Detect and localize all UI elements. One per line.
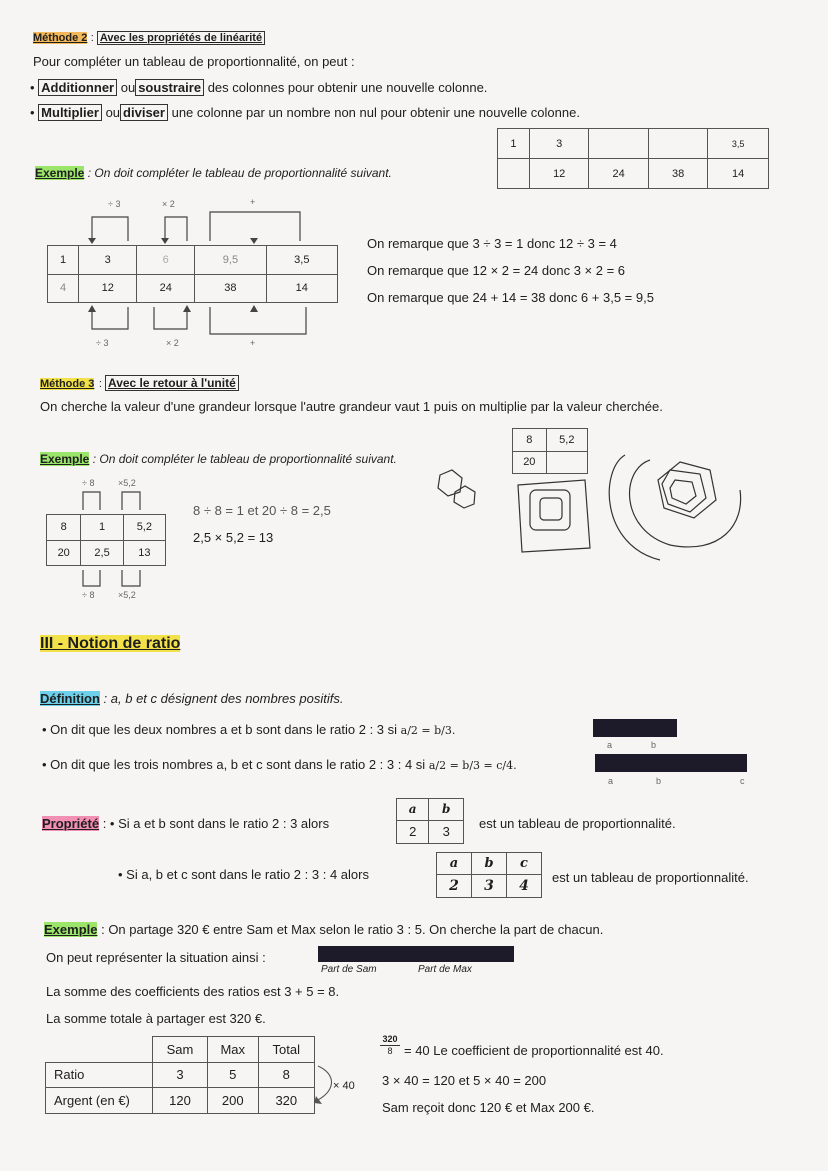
section3-title-text: III - Notion de ratio: [40, 635, 181, 652]
fraction-denominator: 8: [387, 1046, 393, 1056]
cell: 14: [266, 274, 337, 303]
example-text: : On doit compléter le tableau de proportionnalité suivant.: [89, 452, 397, 466]
cell: 1: [498, 129, 530, 159]
method2-bullet1: • Additionner ou soustraire des colonnes pour obtenir une nouvelle colonne.: [30, 80, 488, 95]
part-sam-label: Part de Sam: [321, 964, 377, 975]
or-word-2: ou: [105, 105, 121, 120]
method3-calc-2: 2,5 × 5,2 = 13: [193, 530, 274, 545]
definition-text: : a, b et c désignent des nombres positifs.: [99, 691, 344, 706]
bullet1-equation: a/2 = b/3.: [400, 724, 456, 737]
arrow-label: × 2: [166, 338, 179, 348]
definition-label: Définition: [40, 691, 100, 706]
property-label: Propriété: [42, 816, 100, 831]
arrow-label: +: [250, 338, 256, 348]
sub-word: soustraire: [135, 79, 204, 96]
ratio-example-line2: On peut représenter la situation ainsi :: [46, 950, 266, 965]
bullet1-text: • On dit que les deux nombres a et b sont dans le ratio 2 : 3 si: [42, 722, 398, 737]
or-word: ou: [120, 80, 136, 95]
cell: 38: [648, 159, 707, 189]
cell: 8: [258, 1062, 314, 1088]
fraction-320-8: [380, 1034, 400, 1057]
method2-title: Avec les propriétés de linéarité: [97, 31, 265, 45]
example-label: Exemple: [35, 166, 85, 180]
property2-end: est un tableau de proportionnalité.: [552, 870, 749, 885]
arrow-label: ÷ 3: [96, 338, 109, 348]
cell: b: [472, 853, 507, 875]
bullet2-equation: a/2 = b/3 = c/4.: [428, 759, 517, 772]
cell: 6: [137, 246, 195, 275]
cell: 24: [589, 159, 648, 189]
cell: 5,2: [546, 429, 587, 452]
ratio-example-line4: La somme totale à partager est 320 €.: [46, 1011, 266, 1026]
method2-intro: Pour compléter un tableau de proportionnalité, on peut :: [33, 54, 355, 69]
div-word: diviser: [120, 104, 168, 121]
cell: 12: [79, 274, 137, 303]
arrow-label: ÷ 8: [82, 478, 95, 488]
cell: 3,5: [266, 246, 337, 275]
ratio-example-line3: La somme des coefficients des ratios est 3 + 5 = 8.: [46, 984, 340, 999]
arrow-label: ÷ 3: [108, 199, 121, 209]
ratio-result-2: 3 × 40 = 120 et 5 × 40 = 200: [382, 1073, 547, 1088]
cell: 24: [137, 274, 195, 303]
cell: 3: [472, 874, 507, 897]
cell: 5: [207, 1062, 258, 1088]
example-label: Exemple: [40, 452, 90, 466]
method2-heading: Méthode 2 : Avec les propriétés de linéarité: [33, 30, 265, 44]
remark-3: On remarque que 24 + 14 = 38 donc 6 + 3,5 = 9,5: [367, 290, 654, 305]
arrow-label: ×5,2: [118, 478, 136, 488]
arrow-label: +: [250, 197, 256, 207]
cell: 3: [153, 1062, 208, 1088]
arrow-label: ÷ 8: [82, 590, 95, 600]
cell: c: [507, 853, 542, 875]
cell: 3: [529, 129, 588, 159]
example-text: : On partage 320 € entre Sam et Max selon le ratio 3 : 5. On cherche la part de chacun.: [97, 922, 604, 937]
cell: Ratio: [46, 1062, 153, 1088]
example-label: Exemple: [44, 922, 98, 937]
bar-label: c: [740, 776, 745, 786]
cell: 4: [48, 274, 79, 303]
cell: 4: [507, 874, 542, 897]
bar-label: b: [651, 740, 657, 750]
cell: 3: [79, 246, 137, 275]
cell: 3,5: [708, 129, 769, 159]
arrow-label: × 2: [162, 199, 175, 209]
method3-label: Méthode 3: [40, 378, 95, 390]
property-line-2: • Si a, b et c sont dans le ratio 2 : 3 : 4 alors: [118, 867, 369, 882]
cell: 120: [153, 1088, 208, 1114]
cell: b: [429, 799, 464, 821]
cell: 200: [207, 1088, 258, 1114]
cell: 12: [529, 159, 588, 189]
cell: 2,5: [81, 540, 123, 566]
cell: Sam: [153, 1037, 208, 1063]
times40-label: × 40: [333, 1080, 355, 1092]
arrow-label: ×5,2: [118, 590, 136, 600]
mul-word: Multiplier: [38, 104, 102, 121]
cell: 320: [258, 1088, 314, 1114]
method3-heading: Méthode 3 : Avec le retour à l'unité: [40, 374, 239, 392]
ratio-result-3: Sam reçoit donc 120 € et Max 200 €.: [382, 1100, 595, 1115]
bar-label: a: [608, 776, 614, 786]
cell: a: [437, 853, 472, 875]
cell: Total: [258, 1037, 314, 1063]
cell: Max: [207, 1037, 258, 1063]
cell: 20: [47, 540, 81, 566]
cell: 1: [81, 515, 123, 541]
method3-calc-1: 8 ÷ 8 = 1 et 20 ÷ 8 = 2,5: [193, 503, 331, 518]
method3-desc: On cherche la valeur d'une grandeur lorsque l'autre grandeur vaut 1 puis on multiplie par la valeur cherchée.: [40, 399, 663, 414]
method3-title: Avec le retour à l'unité: [105, 375, 239, 391]
cell: 5,2: [123, 515, 165, 541]
property1-text: : • Si a et b sont dans le ratio 2 : 3 alors: [99, 816, 330, 831]
method2-bullet2: • Multiplier ou diviser une colonne par un nombre non nul pour obtenir une nouvelle colonne.: [30, 105, 580, 120]
example-text: : On doit compléter le tableau de proportionnalité suivant.: [84, 166, 392, 180]
bullet1-rest: des colonnes pour obtenir une nouvelle colonne.: [207, 80, 488, 95]
cell: Argent (en €): [46, 1088, 153, 1114]
bullet2-text: • On dit que les trois nombres a, b et c sont dans le ratio 2 : 3 : 4 si: [42, 757, 426, 772]
bar-label: a: [607, 740, 613, 750]
property1-end: est un tableau de proportionnalité.: [479, 816, 676, 831]
cell: 20: [513, 451, 547, 474]
method2-label: Méthode 2: [33, 32, 88, 44]
cell: 2: [437, 874, 472, 897]
cell: a: [397, 799, 429, 821]
cell: 13: [123, 540, 165, 566]
cell: 1: [48, 246, 79, 275]
cell: 38: [195, 274, 266, 303]
cell: 2: [397, 820, 429, 843]
fraction-numerator: 320: [380, 1034, 400, 1046]
cell: 8: [513, 429, 547, 452]
remark-2: On remarque que 12 × 2 = 24 donc 3 × 2 = 6: [367, 263, 626, 278]
part-max-label: Part de Max: [418, 964, 472, 975]
cell: 3: [429, 820, 464, 843]
remark-1: On remarque que 3 ÷ 3 = 1 donc 12 ÷ 3 = 4: [367, 236, 617, 251]
bullet2-rest: une colonne par un nombre non nul pour obtenir une nouvelle colonne.: [171, 105, 580, 120]
cell: 9,5: [195, 246, 266, 275]
cell: 8: [47, 515, 81, 541]
add-word: Additionner: [38, 79, 117, 96]
ratio-result-1: = 40 Le coefficient de proportionnalité est 40.: [404, 1043, 664, 1058]
bar-label: b: [656, 776, 662, 786]
cell: 14: [708, 159, 769, 189]
